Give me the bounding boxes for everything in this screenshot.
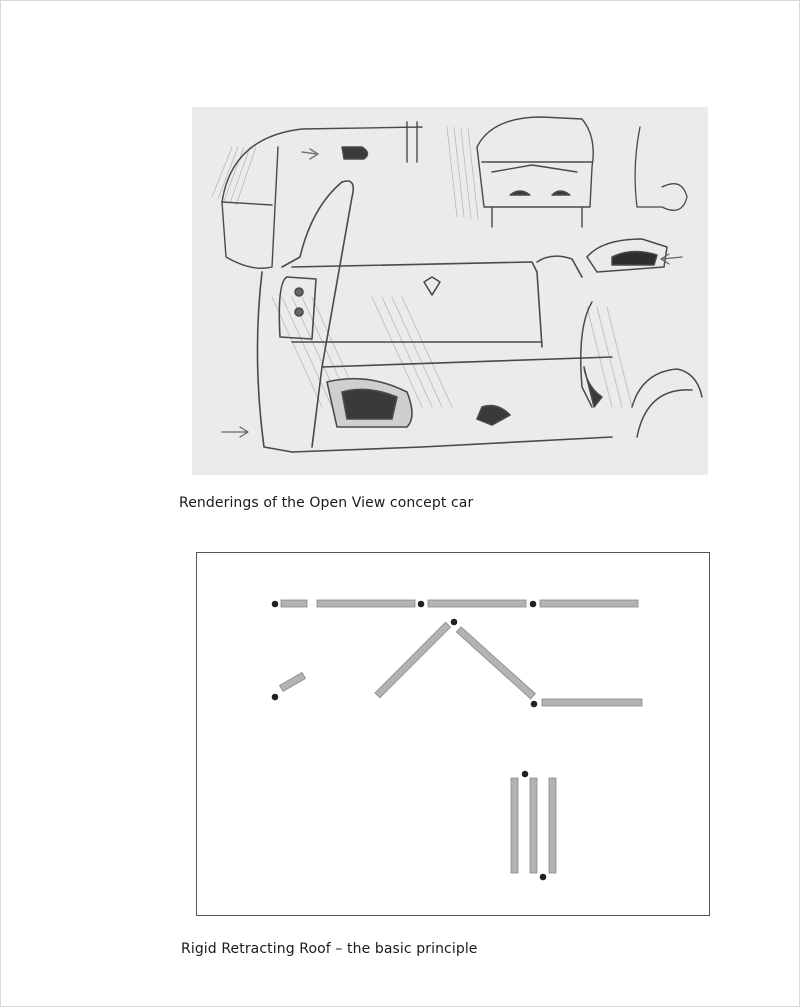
pivot-point xyxy=(418,601,425,608)
folding-panel-4 xyxy=(542,699,642,706)
pivot-point xyxy=(451,619,458,626)
folding-panel-3 xyxy=(456,627,535,699)
figure-1-caption: Renderings of the Open View concept car xyxy=(179,495,474,511)
roof-panel-1 xyxy=(281,600,307,607)
pivot-point xyxy=(531,701,538,708)
stacked-panel-1 xyxy=(511,778,518,873)
folding-panel-1 xyxy=(280,672,306,691)
roof-panel-4 xyxy=(540,600,638,607)
sketch-front-car xyxy=(477,117,593,227)
stacked-panel-3 xyxy=(549,778,556,873)
sketch-rear-car xyxy=(222,122,422,268)
pivot-point xyxy=(522,771,529,778)
roof-panel-2 xyxy=(317,600,415,607)
sketch-hatching xyxy=(212,127,632,407)
pivot-point xyxy=(530,601,537,608)
retracting-roof-diagram xyxy=(196,552,710,916)
folding-panel-2 xyxy=(375,622,451,698)
concept-car-sketch xyxy=(192,107,708,475)
roof-panel-3 xyxy=(428,600,526,607)
stacked-panel-2 xyxy=(530,778,537,873)
pivot-point xyxy=(272,694,279,701)
figure-2-caption: Rigid Retracting Roof – the basic principle xyxy=(181,941,478,957)
pivot-point xyxy=(272,601,279,608)
sketch-wheel-area xyxy=(581,239,702,437)
sketch-side-car xyxy=(635,127,687,210)
sketch-arrows xyxy=(222,254,682,437)
pivot-point xyxy=(540,874,547,881)
